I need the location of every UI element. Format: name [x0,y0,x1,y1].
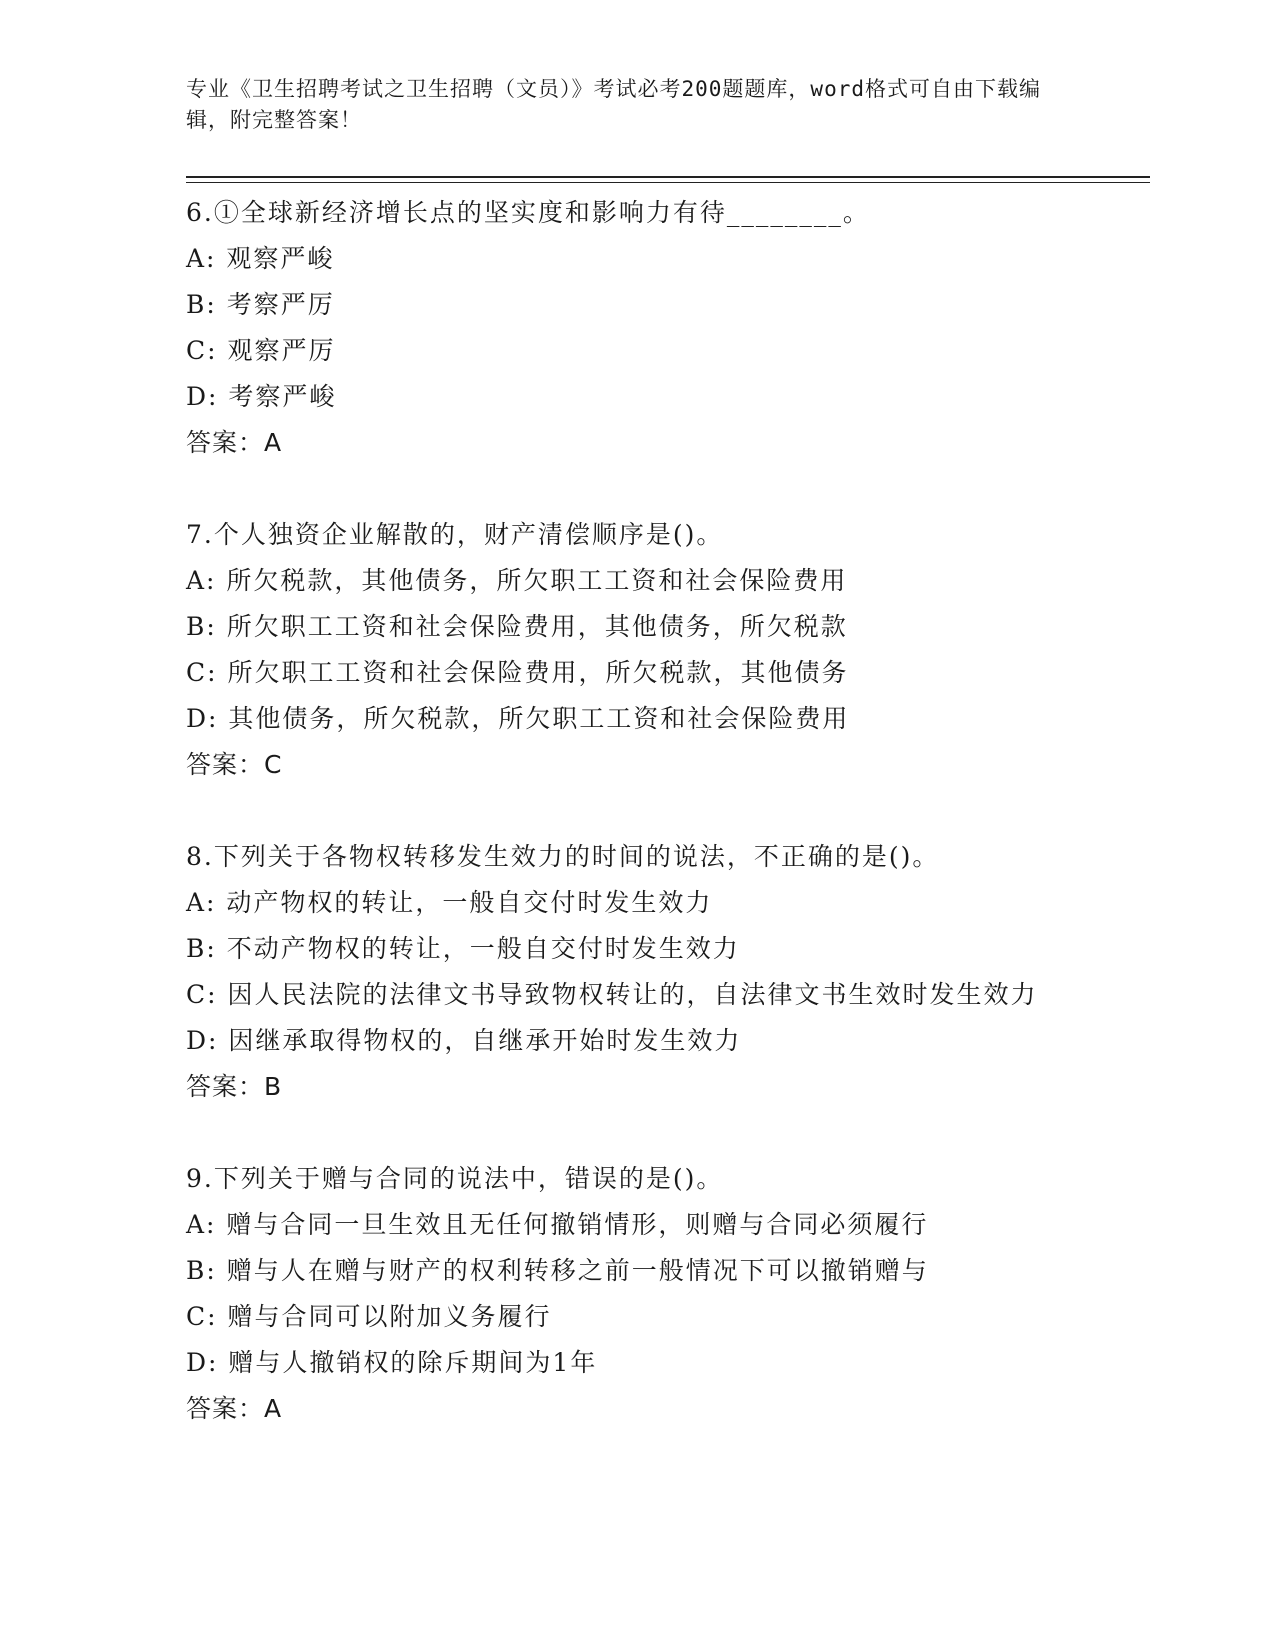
question-stem: 8.下列关于各物权转移发生效力的时间的说法，不正确的是()。 [186,842,940,871]
question-6 [186,190,1086,466]
answer-line: 答案：B [186,1072,283,1101]
option-a: A: 赠与合同一旦生效且无任何撤销情形，则赠与合同必须履行 [186,1210,929,1239]
option-a: A: 观察严峻 [186,244,335,273]
answer-line: 答案：A [186,428,283,457]
option-b: B: 赠与人在赠与财产的权利转移之前一般情况下可以撤销赠与 [186,1256,929,1285]
option-b: B: 不动产物权的转让，一般自交付时发生效力 [186,934,740,963]
option-d: D: 赠与人撤销权的除斥期间为1年 [186,1348,598,1377]
option-a: A: 动产物权的转让，一般自交付时发生效力 [186,888,713,917]
option-b: B: 所欠职工工资和社会保险费用，其他债务，所欠税款 [186,612,848,641]
option-c: C: 赠与合同可以附加义务履行 [186,1302,552,1331]
question-stem: 7.个人独资企业解散的，财产清偿顺序是()。 [186,520,724,549]
question-9 [186,1156,1086,1432]
question-stem: 9.下列关于赠与合同的说法中，错误的是()。 [186,1164,724,1193]
option-c: C: 观察严厉 [186,336,336,365]
option-c: C: 因人民法院的法律文书导致物权转让的，自法律文书生效时发生效力 [186,980,1038,1009]
question-stem: 6.①全球新经济增长点的坚实度和影响力有待________。 [186,198,870,227]
document-intro: 专业《卫生招聘考试之卫生招聘（文员）》考试必考200题题库，word格式可自由下载编辑，附完整答案！ [186,77,1041,132]
option-d: D: 其他债务，所欠税款，所欠职工工资和社会保险费用 [186,704,850,733]
answer-line: 答案：C [186,750,283,779]
option-a: A: 所欠税款，其他债务，所欠职工工资和社会保险费用 [186,566,848,595]
option-c: C: 所欠职工工资和社会保险费用，所欠税款，其他债务 [186,658,849,687]
question-8 [186,834,1086,1110]
question-list [186,190,1086,1478]
header-divider-thin [186,182,1150,183]
option-d: D: 因继承取得物权的，自继承开始时发生效力 [186,1026,742,1055]
option-b: B: 考察严厉 [186,290,335,319]
option-d: D: 考察严峻 [186,382,337,411]
header-divider-thick [186,176,1150,178]
question-7 [186,512,1086,788]
answer-line: 答案：A [186,1394,283,1423]
